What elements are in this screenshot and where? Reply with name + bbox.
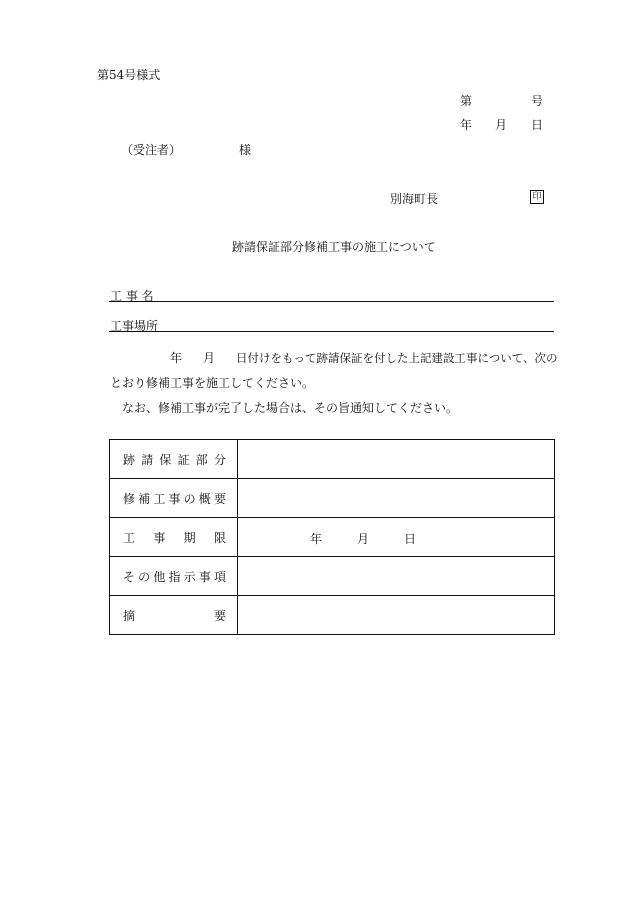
body-line2: とおり修補工事を施工してください。	[110, 376, 315, 390]
table-row	[110, 596, 555, 635]
table-row	[110, 557, 555, 596]
sender-title: 別海町長	[390, 192, 439, 206]
body-line1: 日付けをもって跡請保証を付した上記建設工事について、次の	[236, 351, 558, 365]
field-project-name-label: 工 事 名	[110, 289, 154, 303]
doc-number-go: 号	[531, 94, 544, 108]
row-label-warranty-part: 跡 請 保 証 部 分	[110, 440, 238, 479]
date-month: 月	[495, 118, 508, 132]
table-row	[110, 440, 555, 479]
table-row	[110, 479, 555, 518]
table-row	[110, 518, 555, 557]
field-project-location-label: 工事場所	[110, 319, 159, 333]
row-label-other-instructions: そ の 他 指 示 事 項	[110, 557, 238, 596]
recipient-role: （受注者）	[121, 143, 182, 157]
row-value-warranty-part	[238, 440, 555, 479]
row-label-work-period: 工 事 期 限	[110, 518, 238, 557]
period-month: 月	[357, 532, 370, 546]
row-value-work-period	[238, 518, 555, 557]
doc-number-dai: 第	[460, 94, 473, 108]
period-year: 年	[310, 532, 323, 546]
field-project-name-underline	[109, 301, 554, 302]
seal-text: 印	[532, 192, 542, 202]
period-day: 日	[404, 532, 417, 546]
row-value-other-instructions	[238, 557, 555, 596]
recipient-honorific: 様	[239, 143, 252, 157]
field-project-location-underline	[109, 331, 554, 332]
form-number: 第54号様式	[97, 68, 161, 82]
body-date-month: 月	[203, 351, 216, 365]
date-day: 日	[531, 118, 544, 132]
row-label-remarks: 摘 要	[110, 596, 238, 635]
row-label-repair-summary: 修 補 工 事 の 概 要	[110, 479, 238, 518]
row-value-remarks	[238, 596, 555, 635]
row-value-repair-summary	[238, 479, 555, 518]
seal-mark	[530, 190, 544, 204]
subject-title: 跡請保証部分修補工事の施工について	[232, 240, 436, 254]
body-line3: なお、修補工事が完了した場合は、その旨通知してください。	[122, 401, 459, 415]
date-year: 年	[460, 118, 473, 132]
details-table	[109, 439, 555, 635]
body-date-year: 年	[170, 351, 183, 365]
